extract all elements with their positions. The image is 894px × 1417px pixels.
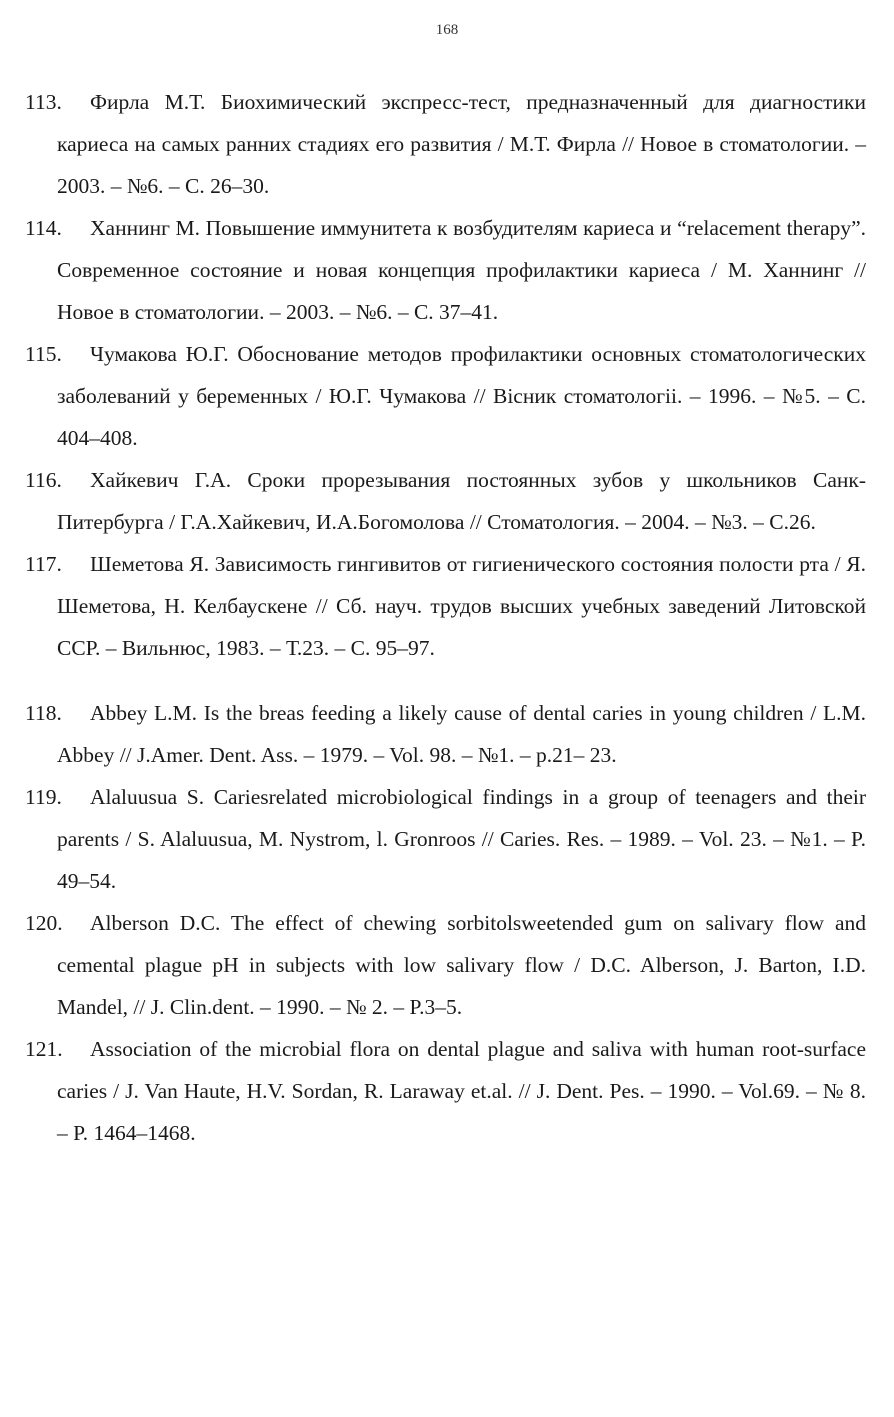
reference-item [0,333,894,459]
reference-item [0,543,894,669]
reference-text: Association of the microbial flora on dental plague and saliva with human root-surface caries / J. Van Haute, H.V. Sordan, R. Laraway et.al. // J. Dent. Pes. – 1990. – Vol.69. – № 8. – P. 1464–1468. [57,1037,866,1145]
reference-item [0,1028,894,1154]
reference-number: 121. [25,1037,63,1061]
reference-text: Alaluusua S. Cariesrelated microbiological findings in a group of teenagers and their parents / S. Alaluusua, M. Nystrom, l. Gronroos // Caries. Res. – 1989. – Vol. 23. – №1. – P. 49–54. [57,785,866,893]
reference-number: 113. [25,90,62,114]
reference-item [0,459,894,543]
reference-text: Abbey L.M. Is the breas feeding a likely cause of dental caries in young children / L.M. Abbey // J.Amer. Dent. Ass. – 1979. – Vol. 98. – №1. – p.21– 23. [57,701,866,767]
reference-item [0,776,894,902]
reference-item [0,81,894,207]
reference-text: Ханнинг М. Повышение иммунитета к возбудителям кариеса и “relacement therapy”. Современное состояние и новая концепция профилактики кариеса / М. Ханнинг // Новое в стоматологии. – 2003. – №6. – С. 37–41. [57,216,866,324]
reference-item [0,902,894,1028]
reference-text: Фирла М.Т. Биохимический экспресс-тест, предназначенный для диагностики кариеса на самых ранних стадиях его развития / М.Т. Фирла // Новое в стоматологии. – 2003. – №6. – С. 26–30. [57,90,866,198]
reference-number: 117. [25,552,62,576]
reference-text: Хайкевич Г.А. Сроки прорезывания постоянных зубов у школьников Санк-Питербурга / Г.А.Хайкевич, И.А.Богомолова // Стоматология. – 2004. – №3. – С.26. [57,468,866,534]
reference-number: 118. [25,701,62,725]
reference-number: 115. [25,342,62,366]
page-number: 168 [435,22,459,38]
reference-number: 120. [25,911,63,935]
reference-item [0,692,894,776]
reference-number: 114. [25,216,62,240]
reference-text: Шеметова Я. Зависимость гингивитов от гигиенического состояния полости рта / Я. Шеметова, Н. Келбаускене // Сб. науч. трудов высших учебных заведений Литовской ССР. – Вильнюс, 1983. – Т.23. – С. 95–97. [57,552,866,660]
reference-number: 116. [25,468,62,492]
reference-text: Alberson D.C. The effect of chewing sorbitolsweetended gum on salivary flow and cemental plague pH in subjects with low salivary flow / D.C. Alberson, J. Barton, I.D. Mandel, // J. Clin.dent. – 1990. – № 2. – P.3–5. [57,911,866,1019]
reference-number: 119. [25,785,62,809]
reference-item [0,207,894,333]
reference-text: Чумакова Ю.Г. Обоснование методов профилактики основных стоматологических заболеваний у беременных / Ю.Г. Чумакова // Вiсник стоматологii. – 1996. – №5. – С. 404–408. [57,342,866,450]
reference-list [0,81,894,1154]
